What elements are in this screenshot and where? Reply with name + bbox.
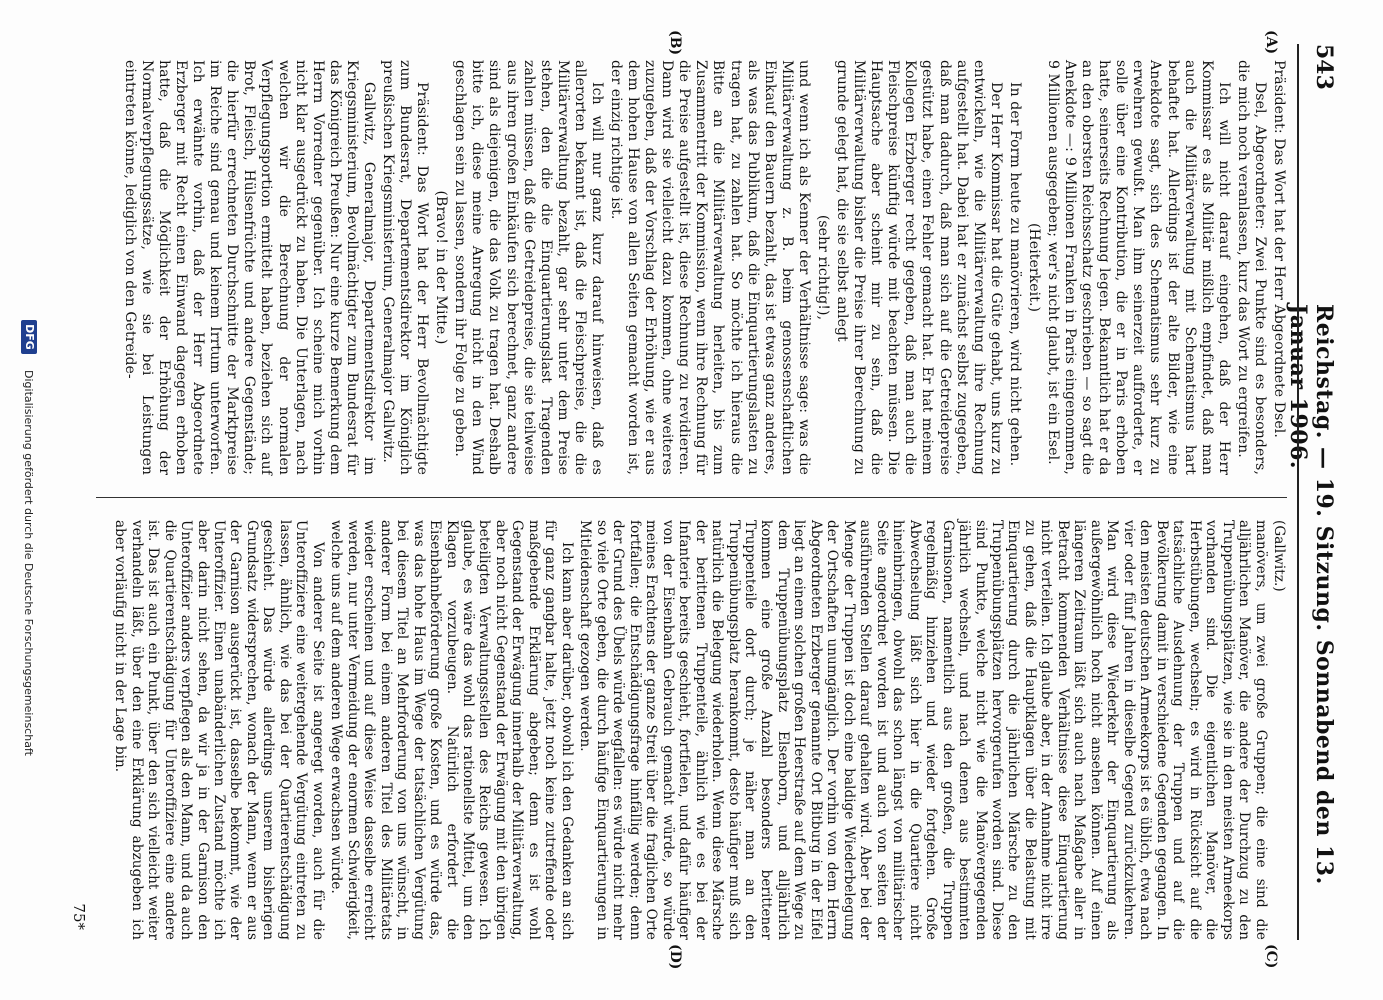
digitization-credit: Digitalisierung gefördert durch die Deutsche Forschungsgemeinschaft	[22, 370, 35, 756]
speaker-announcement: Präsident: Das Wort hat der Herr Abgeordnete Dsel.	[1271, 60, 1287, 438]
paragraph: Ich will nicht darauf eingehen, daß der Herr Kommissar es als Militär mißlich empfindet, daß man auch die Militärverwaltung mit Schematismus hart behaftet hat. Allerdings ist der alte Bilder, wie eine Anekdote sagt, sich des Schematismus sehr kurz zu erwehren gewußt. Man ihm seinerzeit aufforderte, er solle über eine Kontribution, die er in Paris erhoben hatte, seinerseits Rechnung legen. Bekanntlich hat er da an den obersten Reichsschatz geschrieben — so sagt die Anekdote —: 9 Millionen Franken in Paris eingenommen, 9 Millionen ausgegeben; wer's nicht glaubt, ist ein Esel.	[1044, 60, 1232, 475]
paragraph: Der Herr Kommissar hat die Güte gehabt, uns kurz zu entwickeln, wie die Militärverwaltung ihre Rechnung aufgestellt hat. Dabei hat er zunächst selbst zugegeben, daß man dadurch, daß man sich auf die Getreidepreise gestützt habe, einen Fehler gemacht hat. Er hat meinem Kollegen Erzberger recht gegeben, daß man auch die Fleischpreise künftig würde mit beachten müssen. Die Hauptsache aber scheint mir zu sein, daß die Militärverwaltung bisher die Preise ihrer Berechnung zu grunde gelegt hat, die sie selbst anlegt	[834, 60, 1004, 475]
speaker-continuation: (Gallwitz.)	[1271, 520, 1287, 592]
signature-mark: 75*	[70, 903, 88, 930]
margin-marker-d: (D)	[667, 944, 683, 970]
dfg-logo: DFG	[21, 320, 37, 354]
paragraph: Ich kann aber darüber, obwohl ich den Gedanken an sich für ganz gangbar halte, jetzt noch keine zutreffende oder maßgebende Erklärung abgeben; denn es ist wohl Gegenstand der Erwägung innerhalb der Militärverwaltung, aber noch nicht Gegenstand der Erwägung mit den übrigen beteiligten Verwaltungsstellen des Reichs gewesen. Ich glaube, es wäre das wohl das rationellste Mittel, um den Klagen vorzubeugen. Natürlich erfordert die Eisenbahnbeförderung große Kosten, und es würde das, was das hohe Haus im Wege der tatsächlichen Vergütung bei diesem Titel an Mehrforderung von uns wünscht, in anderer Form bei einem anderen Titel des Militäretats wieder erscheinen und auf diese Weise dasselbe erreicht werden, nur unter Vermeidung der enormen Schwierigkeit, welche uns auf dem anderen Wege erwachsen würde.	[328, 520, 575, 940]
paragraph: In der Form heute zu manövrieren, wird nicht gehen.	[1006, 82, 1023, 467]
page-title: Reichstag. — 19. Sitzung. Sonnabend den 13. Januar 1906.	[1285, 304, 1337, 885]
header-rule	[1297, 44, 1299, 940]
page-number: 543	[1311, 44, 1337, 90]
paragraph: und wenn ich als Kenner der Verhältnisse sage: was die Militärverwaltung z. B. beim genossenschaftlichen Einkauf den Bauern bezahlt, das ist etwas ganz anderes, als was das Publikum, daß die Einquartierungslasten zu tragen hat, zu zahlen hat. So möchte ich hieraus die Bitte an die Militärverwaltung herleiten, bis zum Zusammentritt der Kommission, wenn ihre Rechnung für die Preise aufgestellt ist, diese Rechnung zu revidieren. Dann wird sie vielleicht dazu kommen, ohne weiteres zuzugeben, daß der Vorschlag der Erhöhung, wie er aus dem hohen Hause von allen Seiten gemacht worden ist, der einzig richtige ist.	[608, 60, 812, 475]
interjection: (sehr richtig!),	[814, 214, 831, 321]
margin-marker-a: (A)	[1263, 30, 1279, 55]
paragraph: manövers, um zwei große Gruppen; die eine sind die alljährlichen Manöver, die andere der Durchzug zu den Truppenübungsplätzen, wie sie in den meisten Armeekorps vorhanden sind. Die eigentlichen Manöver, die Herbstübungen, wechseln; es wird in Rücksicht auf die tatsächliche Ausdehnung der Truppen und auf die Bevölkerung damit in verschiedene Gegenden gegangen. In den meisten deutschen Armeekorps ist es üblich, etwa nach vier oder fünf Jahren in dieselbe Gegend zurückzukehren. Man wird diese Wiederkehr der Einquartierung als außergewöhnlich hoch nicht ansehen können. Auf einen längeren Zeitraum läßt sich auch nach Maßgabe aller in Betracht kommenden Verhältnisse diese Einquartierung nicht verteilen. Ich glaube aber, in der Annahme nicht irre zu gehen, daß die Hauptklagen über die Belastung mit Einquartierung durch die jährlichen Märsche zu den Truppenübungsplätzen hervorgerufen worden sind. Diese sind Punkte, welche nicht wie die Manövergegenden jährlich wechseln, und nach denen aus bestimmten Garnisonen, namentlich aus den großen, die Truppen regelmäßig hinziehen und wieder fortgehen. Große Abwechselung läßt sich hier in die Quartiere nicht hineinbringen, obwohl das schon längst von militärischer Seite angeordnet worden ist und auch von seiten der ausführenden Stellen darauf gehalten wird. Aber bei der Menge der Truppen ist doch eine baldige Wiederbelegung der Ortschaften unumgänglich. Der vorhin von dem Herrn Abgeordneten Erzberger genannte Ort Bitburg in der Eifel liegt an einem solchen großen Heerstraße auf dem Wege zu dem Truppenübungsplatz Elsenborn, und alljährlich kommen eine große Anzahl besonders berittener Truppenteile dort durch; je näher man an den Truppenübungsplatz herankommt, desto häufiger muß sich natürlich die Belegung wiederholen. Wenn diese Märsche der berittenen Truppenteile, ähnlich wie es bei der Infanterie bereits geschieht, fortfielen, und dafür häufiger von der Eisenbahn Gebrauch gemacht würde, so würde meines Erachtens der ganze Streit über die fraglichen Orte fortfallen; die Entschädigungsfrage hinfällig werden; denn der Grund des Übels würde wegfallen: es würde nicht mehr so viele Orte geben, die durch häufige Einquartierungen in Mitleidenschaft gezogen werden.	[577, 520, 1269, 940]
paragraph: Ich will nur ganz kurz darauf hinweisen, daß es allerorten bekannt ist, daß die Fleischpreise, die die Militärverwaltung bezahlt, gar sehr unter dem Preise stehen, den die die Einquartierungslast Tragenden zahlen müssen, daß die Getreidepreise, die sie teilweise aus ihren großen Einkäufen sich berechnet, ganz andere sind als diejenigen, die das Volk zu tragen hat. Deshalb bitte ich, diese meine Anregung nicht in den Wind geschlagen sein zu lassen, sondern ihr Folge zu geben.	[452, 60, 605, 475]
page-header	[1285, 44, 1343, 940]
interjection: (Heiterkeit.)	[1025, 222, 1042, 313]
paragraph: Von anderer Seite ist angeregt worden, auch für die Unteroffiziere eine weitergehende Vergütung eintreten zu lassen, ähnlich, wie das bei der Quartierentschädigung geschieht. Das würde allerdings unserem bisherigen Grundsatz widersprechen, wonach der Mann, wenn er aus der Garnison ausgerückt ist, dasselbe bekommt, wie der Unteroffizier. Einen unabänderlichen Zustand möchte ich aber darin nicht sehen, da wir ja in der Garnison den Unteroffizier anders verpflegen als den Mann, und da auch die Quartierentschädigung für Unteroffiziere eine andere ist. Das ist auch ein Punkt, über den sich vielleicht weiter verhandeln läßt, über den eine Erklärung abzugeben ich aber vorläufig nicht in der Lage bin.	[112, 520, 326, 940]
speaker-announcement: Präsident: Das Wort hat der Herr Bevollmächtigte zum Bundesrat, Departementsdirektor im Königlich preußischen Kriegsministerium, Generalmajor Gallwitz.	[380, 60, 431, 475]
right-column-hidden	[96, 60, 1287, 480]
margin-marker-b: (B)	[667, 30, 683, 56]
paragraph: Dsel, Abgeordneter: Zwei Punkte sind es besonders, die mich noch veranlassen, kurz das Wort zu ergreifen.	[1234, 60, 1268, 475]
margin-marker-c: (C)	[1263, 944, 1279, 969]
column-divider	[96, 497, 1287, 498]
second-column	[96, 520, 1287, 940]
interjection: (Bravo! in der Mitte.)	[433, 190, 450, 345]
paragraph: Gallwitz, Generalmajor, Departementsdirektor im Kriegsministerium, Bevollmächtigter zum Bundesrat für das Königreich Preußen: Nur eine kurze Bemerkung dem Herrn Vorredner gegenüber. Ich scheine mich vorhin nicht klar ausgedrückt zu haben. Die Unterlagen, nach welchen wir die Berechnung der normalen Verpflegungsportion ermittelt haben, beziehen sich auf Brot, Fleisch, Hülsenfrüchte und andere Gegenstände; die hierfür errechneten Durchschnitte der Marktpreise im Reiche sind genau und keinem Irrtum unterworfen. Ich erwähnte vorhin, daß der Herr Abgeordnete Erzberger mit Recht einen Einwand dagegen erhoben hatte, daß die Möglichkeit der Erhöhung der Normalverpflegungssätze, wie sie bei Leistungen eintreten könne, lediglich von den Getreide-	[121, 60, 377, 475]
